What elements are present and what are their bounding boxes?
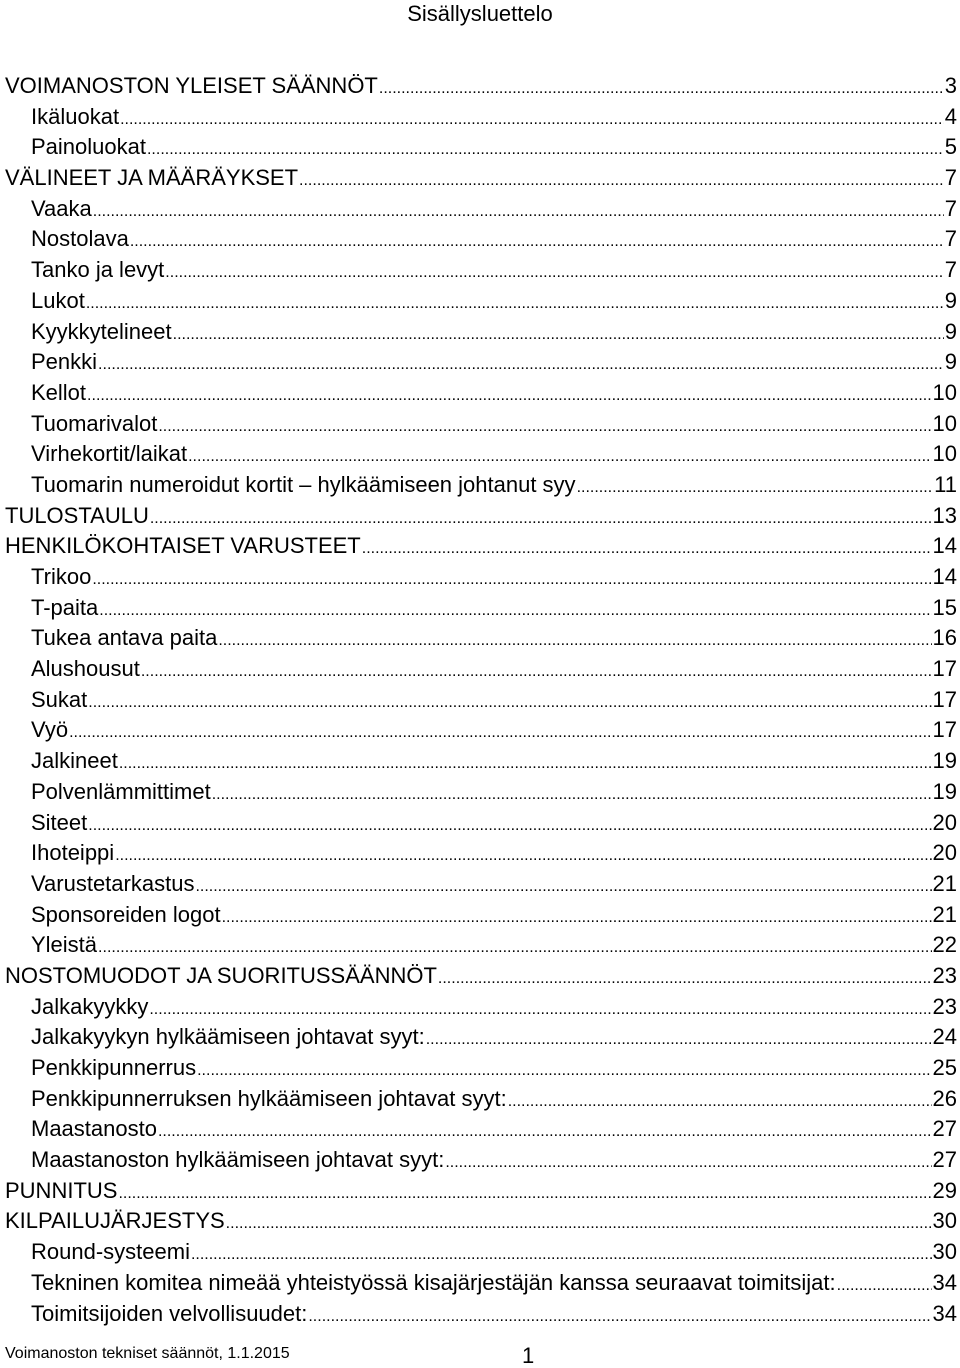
toc-entry[interactable] xyxy=(5,501,957,532)
toc-entry[interactable] xyxy=(5,992,957,1023)
footer-page-number: 1 xyxy=(522,1343,535,1368)
toc-entry-page-number: 26 xyxy=(932,1085,957,1111)
toc-dot-leader xyxy=(308,1302,931,1333)
toc-entry-label: Siteet xyxy=(31,809,88,835)
toc-entry-label: VOIMANOSTON YLEISET SÄÄNNÖT xyxy=(5,73,378,98)
toc-entry[interactable] xyxy=(5,224,957,255)
toc-entry[interactable] xyxy=(5,378,957,409)
toc-entry[interactable] xyxy=(5,1176,957,1207)
toc-entry-page-number: 30 xyxy=(932,1239,957,1265)
toc-entry[interactable] xyxy=(5,409,957,440)
toc-entry-page-number: 27 xyxy=(932,1147,957,1173)
toc-entry-page-number: 19 xyxy=(932,778,957,804)
toc-entry-page-number: 17 xyxy=(932,686,957,712)
toc-entry[interactable] xyxy=(5,102,957,133)
toc-entry-label: Kellot xyxy=(31,379,87,405)
toc-entry-label: KILPAILUJÄRJESTYS xyxy=(5,1208,225,1234)
toc-entry-label: Painoluokat xyxy=(31,134,146,160)
toc-entry-label: Polvenlämmittimet xyxy=(31,778,211,804)
toc-entry[interactable] xyxy=(5,593,957,624)
toc-entry[interactable] xyxy=(5,1206,957,1237)
toc-entry-page-number: 34 xyxy=(932,1300,957,1326)
toc-dot-leader xyxy=(115,841,931,872)
toc-entry-page-number: 21 xyxy=(932,870,957,896)
toc-entry-page-number: 17 xyxy=(932,717,957,743)
toc-dot-leader xyxy=(147,135,944,166)
toc-dot-leader xyxy=(150,504,932,535)
toc-dot-leader xyxy=(445,1148,931,1179)
toc-entry[interactable] xyxy=(5,562,957,593)
toc-entry-label: Tukea antava paita xyxy=(31,625,218,651)
toc-entry[interactable] xyxy=(5,685,957,716)
toc-entry-page-number: 9 xyxy=(944,287,957,313)
toc-entry-page-number: 29 xyxy=(932,1177,957,1203)
toc-entry-page-number: 24 xyxy=(932,1024,957,1050)
toc-dot-leader xyxy=(130,227,944,258)
toc-dot-leader xyxy=(141,657,932,688)
toc-entry-page-number: 7 xyxy=(944,195,957,221)
toc-dot-leader xyxy=(69,718,931,749)
toc-entry[interactable] xyxy=(5,132,957,163)
toc-dot-leader xyxy=(299,166,944,197)
toc-entry-page-number: 13 xyxy=(932,502,957,528)
toc-entry-page-number: 16 xyxy=(932,625,957,651)
toc-entry[interactable] xyxy=(5,163,957,194)
toc-dot-leader xyxy=(577,473,934,504)
toc-dot-leader xyxy=(88,811,931,842)
toc-entry[interactable] xyxy=(5,1022,957,1053)
toc-entry-label: Vaaka xyxy=(31,195,92,221)
toc-entry-page-number: 20 xyxy=(932,809,957,835)
toc-entry-page-number: 7 xyxy=(944,165,957,191)
toc-entry-label: HENKILÖKOHTAISET VARUSTEET xyxy=(5,533,361,559)
toc-entry-label: PUNNITUS xyxy=(5,1177,118,1203)
toc-entry[interactable] xyxy=(5,1114,957,1145)
toc-entry-label: Virhekortit/laikat xyxy=(31,441,188,467)
toc-entry[interactable] xyxy=(5,777,957,808)
toc-entry-label: Tuomarin numeroidut kortit – hylkäämiseen johtanut syy xyxy=(31,471,576,497)
toc-entry-label: Tekninen komitea nimeää yhteistyössä kisajärjestäjän kanssa seuraavat toimitsijat: xyxy=(31,1269,836,1295)
toc-entry-page-number: 9 xyxy=(944,318,957,344)
toc-entry-label: Vyö xyxy=(31,717,69,743)
toc-entry-label: NOSTOMUODOT JA SUORITUSSÄÄNNÖT xyxy=(5,962,437,988)
toc-entry[interactable] xyxy=(5,961,957,992)
toc-dot-leader xyxy=(93,197,944,228)
toc-dot-leader xyxy=(158,1117,932,1148)
toc-dot-leader xyxy=(222,903,932,934)
toc-dot-leader xyxy=(87,381,931,412)
toc-dot-leader xyxy=(120,105,944,136)
toc-entry[interactable] xyxy=(5,869,957,900)
toc-entry-page-number: 5 xyxy=(944,134,957,160)
toc-entry[interactable] xyxy=(5,317,957,348)
toc-dot-leader xyxy=(98,350,944,381)
toc-entry-label: Ihoteippi xyxy=(31,840,115,866)
toc-dot-leader xyxy=(149,995,931,1026)
toc-entry-label: Varustetarkastus xyxy=(31,870,195,896)
toc-entry[interactable] xyxy=(5,255,957,286)
toc-entry-page-number: 7 xyxy=(944,226,957,252)
toc-entry-page-number: 4 xyxy=(944,103,957,129)
toc-dot-leader xyxy=(119,749,932,780)
toc-entry-label: Yleistä xyxy=(31,932,98,958)
toc-entry-label: Penkkipunnerruksen hylkäämiseen johtavat syyt: xyxy=(31,1085,507,1111)
toc-dot-leader xyxy=(218,626,931,657)
toc-dot-leader xyxy=(99,596,931,627)
toc-dot-leader xyxy=(379,74,944,105)
toc-entry[interactable] xyxy=(5,654,957,685)
toc-entry[interactable] xyxy=(5,1299,957,1330)
toc-dot-leader xyxy=(438,964,932,995)
toc-entry-label: T-paita xyxy=(31,594,99,620)
toc-entry-label: Trikoo xyxy=(31,564,92,589)
toc-entry-label: Jalkakyykyn hylkäämiseen johtavat syyt: xyxy=(31,1024,425,1050)
toc-dot-leader xyxy=(158,412,931,443)
toc-entry-label: TULOSTAULU xyxy=(5,502,149,528)
toc-entry-page-number: 7 xyxy=(944,257,957,283)
toc-entry-label: Kyykkytelineet xyxy=(31,318,172,344)
toc-dot-leader xyxy=(195,872,931,903)
toc-entry-page-number: 21 xyxy=(932,901,957,927)
toc-entry-page-number: 27 xyxy=(932,1116,957,1142)
toc-dot-leader xyxy=(86,289,944,320)
toc-entry[interactable] xyxy=(5,470,957,501)
toc-entry[interactable] xyxy=(5,71,957,102)
toc-entry-label: Sponsoreiden logot xyxy=(31,901,221,927)
toc-entry-label: Toimitsijoiden velvollisuudet: xyxy=(31,1300,308,1326)
toc-entry[interactable] xyxy=(5,930,957,961)
toc-entry-label: Maastanoston hylkäämiseen johtavat syyt: xyxy=(31,1147,445,1173)
toc-dot-leader xyxy=(173,320,944,351)
toc-entry-label: Ikäluokat xyxy=(31,103,120,129)
toc-entry-page-number: 23 xyxy=(932,993,957,1019)
toc-entry[interactable] xyxy=(5,531,957,562)
toc-dot-leader xyxy=(98,933,931,964)
toc-entry-label: Nostolava xyxy=(31,226,129,252)
toc-entry-page-number: 17 xyxy=(932,656,957,682)
toc-entry-label: Round-systeemi xyxy=(31,1239,190,1265)
toc-entry-page-number: 15 xyxy=(932,594,957,620)
toc-entry-page-number: 11 xyxy=(934,471,957,497)
toc-entry[interactable] xyxy=(5,1053,957,1084)
toc-entry-page-number: 25 xyxy=(932,1055,957,1080)
toc-entry-label: Tanko ja levyt xyxy=(31,257,165,283)
toc-dot-leader xyxy=(508,1087,932,1118)
toc-dot-leader xyxy=(118,1179,931,1210)
toc-entry-label: VÄLINEET JA MÄÄRÄYKSET xyxy=(5,165,299,191)
toc-dot-leader xyxy=(165,258,943,289)
toc-entry-page-number: 10 xyxy=(932,441,957,467)
toc-entry-label: Tuomarivalot xyxy=(31,410,158,436)
toc-entry-page-number: 30 xyxy=(932,1208,957,1234)
toc-dot-leader xyxy=(197,1056,931,1087)
toc-entry-page-number: 19 xyxy=(932,748,957,774)
toc-entry-page-number: 23 xyxy=(932,962,957,988)
toc-entry-label: Sukat xyxy=(31,686,88,712)
toc-entry-page-number: 14 xyxy=(932,564,957,589)
toc-entry-label: Jalkineet xyxy=(31,748,118,774)
toc-entry[interactable] xyxy=(5,194,957,225)
toc-dot-leader xyxy=(362,534,932,565)
toc-dot-leader xyxy=(226,1209,932,1240)
toc-entry-page-number: 34 xyxy=(932,1269,957,1295)
toc-entry-page-number: 9 xyxy=(944,349,957,375)
toc-dot-leader xyxy=(191,1240,932,1271)
page-title: Sisällysluettelo xyxy=(407,1,553,26)
toc-entry-page-number: 22 xyxy=(932,932,957,958)
toc-entry-page-number: 10 xyxy=(932,379,957,405)
toc-dot-leader xyxy=(188,442,931,473)
toc-entry-page-number: 3 xyxy=(944,73,957,98)
toc-dot-leader xyxy=(837,1271,932,1302)
toc-entry-label: Lukot xyxy=(31,287,85,313)
toc-entry[interactable] xyxy=(5,623,957,654)
footer-text: Voimanoston tekniset säännöt, 1.1.2015 xyxy=(5,1345,290,1362)
toc-entry-label: Penkki xyxy=(31,349,98,375)
toc-entry[interactable] xyxy=(5,286,957,317)
toc-entry[interactable] xyxy=(5,808,957,839)
toc-entry-label: Alushousut xyxy=(31,656,140,682)
toc-dot-leader xyxy=(426,1025,932,1056)
toc-entry-page-number: 20 xyxy=(932,840,957,866)
toc-entry[interactable] xyxy=(5,900,957,931)
toc-entry-label: Jalkakyykky xyxy=(31,993,149,1019)
toc-entry[interactable] xyxy=(5,838,957,869)
toc-entry[interactable] xyxy=(5,715,957,746)
toc-entry-page-number: 10 xyxy=(932,410,957,436)
toc-entry-label: Maastanosto xyxy=(31,1116,157,1142)
toc-entry[interactable] xyxy=(5,439,957,470)
toc-dot-leader xyxy=(92,565,931,596)
table-of-contents xyxy=(5,71,957,1329)
toc-entry[interactable] xyxy=(5,1237,957,1268)
toc-entry[interactable] xyxy=(5,1145,957,1176)
toc-entry-label: Penkkipunnerrus xyxy=(31,1055,197,1080)
toc-entry[interactable] xyxy=(5,1084,957,1115)
toc-entry-page-number: 14 xyxy=(932,533,957,559)
toc-entry[interactable] xyxy=(5,746,957,777)
toc-entry[interactable] xyxy=(5,1268,957,1299)
toc-entry[interactable] xyxy=(5,347,957,378)
toc-dot-leader xyxy=(88,688,931,719)
toc-dot-leader xyxy=(212,780,932,811)
